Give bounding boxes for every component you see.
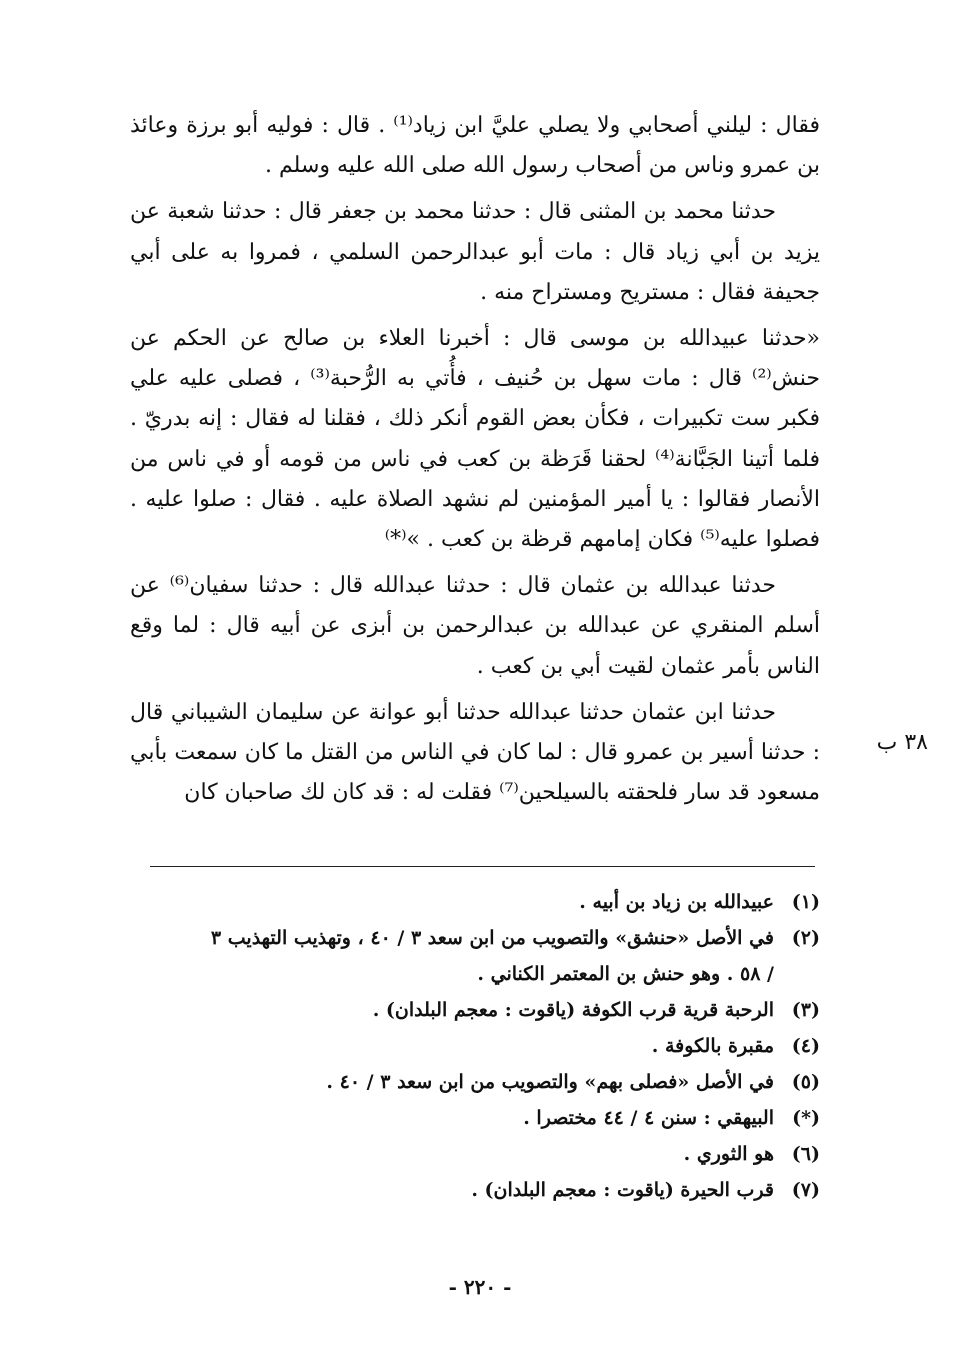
paragraph-2: حدثنا محمد بن المثنى قال : حدثنا محمد بن جعفر قال : حدثنا شعبة عن يزيد بن أبي زياد قال : مات أبو عبدالرحمن السلمي ، فمروا به على أبي جحيفة فقال : مستريح ومستراح منه . [130,199,820,305]
footnote-item [210,1172,820,1208]
footnote-number: (١) [791,891,820,913]
footnote-item [210,884,820,920]
footnote-number: (٤) [791,1035,820,1057]
paragraph-1: فقال : ليلني أصحابي ولا يصلي عليَّ ابن زياد⁽¹⁾ . قال : فوليه أبو برزة وعائذ بن عمرو وناس من أصحاب رسول الله صلى الله عليه وسلم . [130,113,821,179]
page-number: - ٢٢٠ - [448,1275,512,1299]
footnote-item [210,920,820,992]
main-text-block [130,106,820,819]
footnote-text: قرب الحيرة (ياقوت : معجم البلدان) . [471,1179,774,1201]
footnote-number: (*) [792,1107,820,1129]
footnote-text: الرحبة قرية قرب الكوفة (ياقوت : معجم البلدان) . [372,999,774,1021]
footnote-text: مقبرة بالكوفة . [651,1035,774,1057]
footnote-text: في الأصل «فصلى بهم» والتصويب من ابن سعد ٣ / ٤٠ . [326,1071,774,1093]
footnote-number: (٦) [791,1143,820,1165]
footnote-number: (٣) [791,999,820,1021]
footnote-item [210,992,820,1028]
footnote-number: (٧) [791,1179,820,1201]
footnote-text: البيهقي : سنن ٤ / ٤٤ مختصرا . [523,1107,774,1129]
footnote-text: هو الثوري . [683,1143,774,1165]
paragraph-4: حدثنا عبدالله بن عثمان قال : حدثنا عبدالله قال : حدثنا سفيان⁽⁶⁾ عن أسلم المنقري عن عبدالله بن عبدالرحمن بن أبزى عن أبيه قال : لما وقع الناس بأمر عثمان لقيت أبي بن كعب . [130,573,820,679]
manuscript-folio-note: ٣٨ ب [876,730,928,755]
footnote-item [210,1028,820,1064]
footnotes-list [210,884,820,1208]
footnote-item [210,1100,820,1136]
paragraph-3: «حدثنا عبيدالله بن موسى قال : أخبرنا العلاء بن صالح عن الحكم عن حنش⁽²⁾ قال : مات سهل بن حُنيف ، فأُتي به الرُّحبة⁽³⁾ ، فصلى عليه علي فكبر ست تكبيرات ، فكأن بعض القوم أنكر ذلك ، فقلنا له فقال : إنه بدريّ . فلما أتينا الجَبَّانة⁽⁴⁾ لحقنا قَرَظة بن كعب في ناس من قومه أو في ناس من الأنصار فقالوا : يا أمير المؤمنين لم نشهد الصلاة عليه . فقال : صلوا عليه . فصلوا عليه⁽⁵⁾ فكان إمامهم قرظة بن كعب . »⁽*⁾ [130,326,820,553]
paragraph-5: حدثنا ابن عثمان حدثنا عبدالله حدثنا أبو عوانة عن سليمان الشيباني قال : حدثنا أسير بن عمرو قال : لما كان في الناس من القتل ما كان سمعت بأبي مسعود قد سار فلحقته بالسيلحين⁽⁷⁾ فقلت له : قد كان لك صاحبان كان [130,699,820,806]
footnote-text: عبيدالله بن زياد بن أبيه . [579,891,774,913]
footnote-item [210,1064,820,1100]
footnote-number: (٥) [791,1071,820,1093]
footnote-separator [150,866,815,867]
footnote-text: في الأصل «حنشق» والتصويب من ابن سعد ٣ / ٤٠ ، وتهذيب التهذيب ٣ / ٥٨ . وهو حنش بن المعتمر الكناني . [210,927,774,985]
footnote-number: (٢) [791,927,820,949]
footnote-item [210,1136,820,1172]
